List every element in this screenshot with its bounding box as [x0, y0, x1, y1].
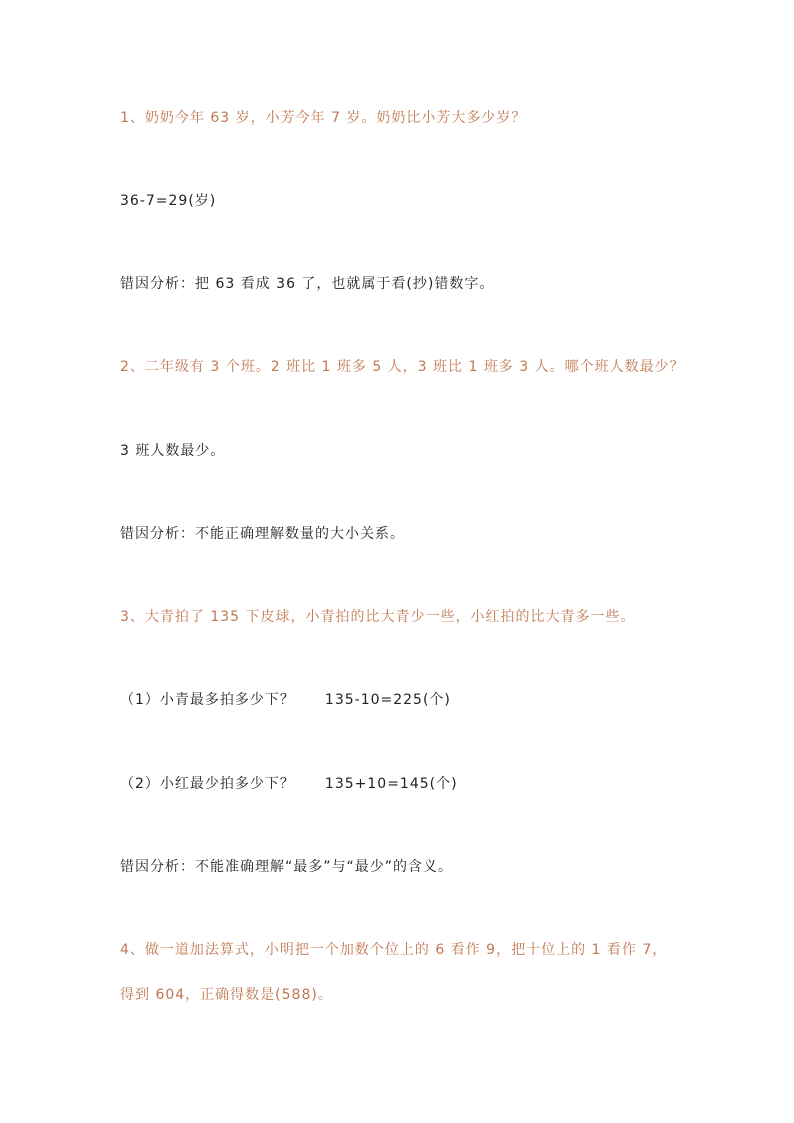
q1-wrong-answer: 36-7=29(岁): [120, 193, 217, 209]
q3-sub1-answer: 135-10=225(个): [324, 692, 451, 708]
q3-sub2-answer: 135+10=145(个): [324, 776, 458, 792]
q3-error-analysis: 错因分析：不能准确理解“最多”与“最少”的含义。: [120, 859, 454, 875]
q1-error-analysis: 错因分析：把 63 看成 36 了，也就属于看(抄)错数字。: [120, 276, 495, 292]
q2-error-analysis: 错因分析：不能正确理解数量的大小关系。: [120, 526, 405, 542]
q3-sub2: [120, 774, 458, 794]
q3-sub2-question: （2）小红最少拍多少下？: [120, 776, 295, 792]
q4-question-line2: 得到 604，正确得数是(588)。: [120, 987, 333, 1003]
q2-wrong-answer: 3 班人数最少。: [120, 443, 226, 459]
q3-sub1-question: （1）小青最多拍多少下？: [120, 692, 295, 708]
q1-question: 1、奶奶今年 63 岁，小芳今年 7 岁。奶奶比小芳大多少岁？: [120, 110, 527, 126]
q2-question: 2、二年级有 3 个班。2 班比 1 班多 5 人，3 班比 1 班多 3 人。哪个班人数最少？: [120, 359, 685, 375]
q3-sub1: [120, 690, 451, 710]
q4-question-line1: 4、做一道加法算式，小明把一个加数个位上的 6 看作 9，把十位上的 1 看作 7，: [120, 942, 668, 958]
q3-question: 3、大青拍了 135 下皮球，小青拍的比大青少一些，小红拍的比大青多一些。: [120, 609, 636, 625]
